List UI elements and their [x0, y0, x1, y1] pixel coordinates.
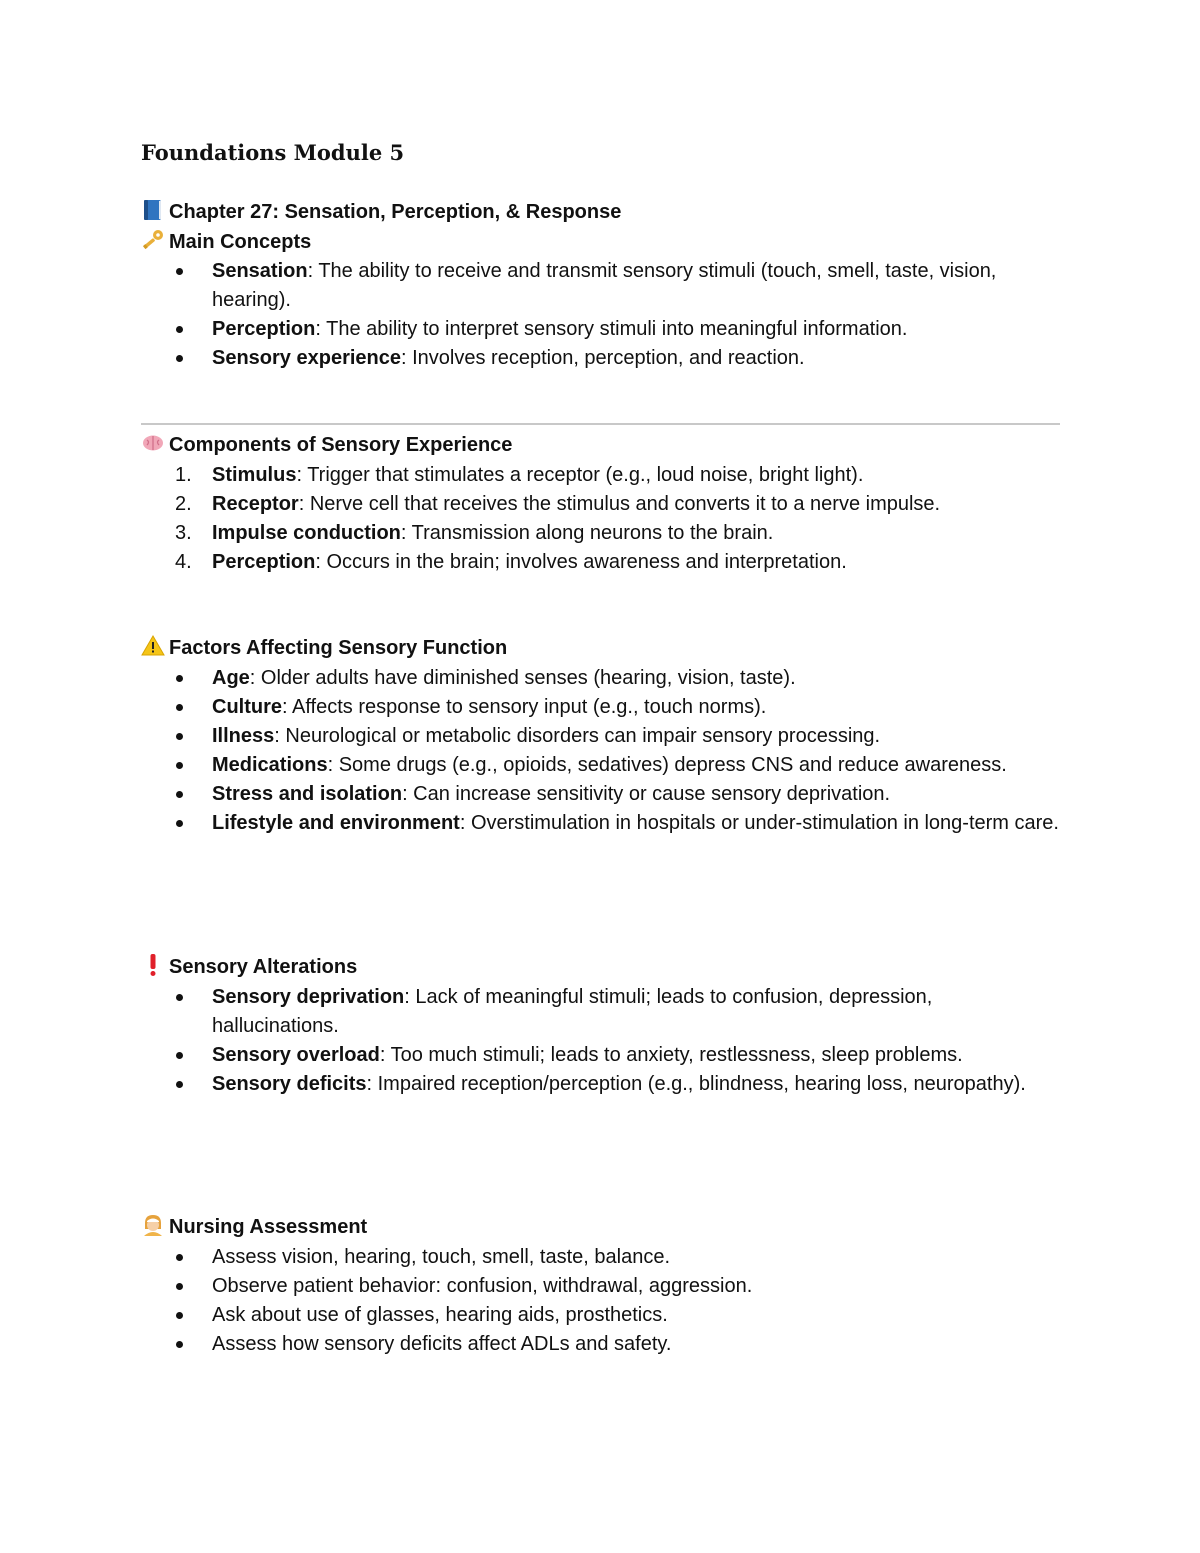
- list-number: 3.: [175, 522, 192, 544]
- warning-icon: [141, 634, 165, 658]
- list-item-text: : Overstimulation in hospitals or under-stimulation in long-term care.: [459, 812, 1059, 834]
- factors-title: Factors Affecting Sensory Function: [169, 637, 508, 659]
- list-item-term: Receptor: [212, 493, 299, 515]
- blue-book-icon: [141, 198, 165, 222]
- list-item-text: : Older adults have diminished senses (hearing, vision, taste).: [249, 667, 796, 689]
- list-item: [212, 257, 1062, 315]
- list-item-term: Perception: [212, 551, 316, 573]
- list-item: [175, 490, 1062, 519]
- list-item: [212, 1301, 1062, 1330]
- list-item-text: : Involves reception, perception, and reaction.: [401, 347, 805, 369]
- list-item: [212, 315, 1062, 344]
- list-item: [212, 751, 1062, 780]
- list-item-term: Illness: [212, 725, 275, 747]
- list-item: [212, 1243, 1062, 1272]
- list-item-term: Sensory deprivation: [212, 986, 405, 1008]
- list-item: [212, 722, 1062, 751]
- list-item-text: Observe patient behavior: confusion, withdrawal, aggression.: [212, 1275, 753, 1297]
- list-item-text: : Impaired reception/perception (e.g., blindness, hearing loss, neuropathy).: [366, 1073, 1026, 1095]
- list-item: [212, 809, 1062, 838]
- alterations-heading: [141, 953, 357, 982]
- list-item-text: : Occurs in the brain; involves awareness and interpretation.: [315, 551, 847, 573]
- list-number: 2.: [175, 493, 192, 515]
- list-item-term: Perception: [212, 318, 316, 340]
- chapter-heading: [141, 198, 621, 227]
- list-item-text: : Too much stimuli; leads to anxiety, restlessness, sleep problems.: [379, 1044, 963, 1066]
- list-item-text: : Can increase sensitivity or cause sensory deprivation.: [402, 783, 891, 805]
- key-icon: [141, 228, 165, 252]
- list-item-term: Sensory overload: [212, 1044, 380, 1066]
- list-item: [212, 1070, 1062, 1099]
- list-item-text: : Some drugs (e.g., opioids, sedatives) depress CNS and reduce awareness.: [327, 754, 1007, 776]
- list-item: [212, 1330, 1062, 1359]
- factors-heading: [141, 634, 507, 663]
- list-item-text: : The ability to receive and transmit sensory stimuli (touch, smell, taste, vision, hearing).: [212, 260, 997, 311]
- list-item: [175, 461, 1062, 490]
- alterations-list: [212, 983, 1062, 1099]
- main-concepts-heading: [141, 228, 311, 257]
- main-concepts-title: Main Concepts: [169, 231, 312, 253]
- list-number: 1.: [175, 464, 192, 486]
- list-item-term: Sensation: [212, 260, 308, 282]
- list-number: 4.: [175, 551, 192, 573]
- document-title: Foundations Module 5: [141, 140, 405, 165]
- main-concepts-list: [212, 257, 1062, 373]
- list-item-term: Stimulus: [212, 464, 297, 486]
- exclamation-icon: [141, 953, 165, 977]
- list-item-term: Medications: [212, 754, 328, 776]
- list-item-term: Lifestyle and environment: [212, 812, 460, 834]
- list-item: [175, 519, 1062, 548]
- assessment-list: [212, 1243, 1062, 1359]
- list-item: [212, 1041, 1062, 1070]
- list-item-text: Assess vision, hearing, touch, smell, taste, balance.: [212, 1246, 671, 1268]
- factors-list: [212, 664, 1062, 838]
- list-item-text: : Neurological or metabolic disorders can impair sensory processing.: [274, 725, 881, 747]
- components-title: Components of Sensory Experience: [169, 434, 513, 456]
- list-item-term: Culture: [212, 696, 282, 718]
- components-heading: [141, 431, 512, 460]
- list-item-text: : Trigger that stimulates a receptor (e.g., loud noise, bright light).: [296, 464, 864, 486]
- alterations-title: Sensory Alterations: [169, 956, 358, 978]
- list-item-text: : Lack of meaningful stimuli; leads to confusion, depression, hallucinations.: [212, 986, 933, 1037]
- list-item: [175, 548, 1062, 577]
- nurse-icon: [141, 1213, 165, 1237]
- list-item: [212, 983, 1062, 1041]
- list-item-term: Sensory experience: [212, 347, 401, 369]
- brain-icon: [141, 431, 165, 455]
- list-item: [212, 1272, 1062, 1301]
- list-item-term: Impulse conduction: [212, 522, 401, 544]
- list-item-text: : Transmission along neurons to the brain.: [400, 522, 774, 544]
- list-item-text: Ask about use of glasses, hearing aids, prosthetics.: [212, 1304, 668, 1326]
- list-item-term: Age: [212, 667, 250, 689]
- assessment-heading: [141, 1213, 367, 1242]
- list-item: [212, 693, 1062, 722]
- list-item: [212, 664, 1062, 693]
- list-item-term: Stress and isolation: [212, 783, 403, 805]
- list-item-text: : Affects response to sensory input (e.g., touch norms).: [282, 696, 767, 718]
- list-item-term: Sensory deficits: [212, 1073, 367, 1095]
- assessment-title: Nursing Assessment: [169, 1216, 368, 1238]
- list-item: [212, 344, 1062, 373]
- list-item-text: : The ability to interpret sensory stimuli into meaningful information.: [315, 318, 908, 340]
- chapter-title: Chapter 27: Sensation, Perception, & Response: [169, 201, 622, 223]
- horizontal-divider: [141, 423, 1060, 425]
- list-item-text: Assess how sensory deficits affect ADLs and safety.: [212, 1333, 672, 1355]
- list-item-text: : Nerve cell that receives the stimulus and converts it to a nerve impulse.: [298, 493, 941, 515]
- list-item: [212, 780, 1062, 809]
- components-list: [175, 461, 1062, 577]
